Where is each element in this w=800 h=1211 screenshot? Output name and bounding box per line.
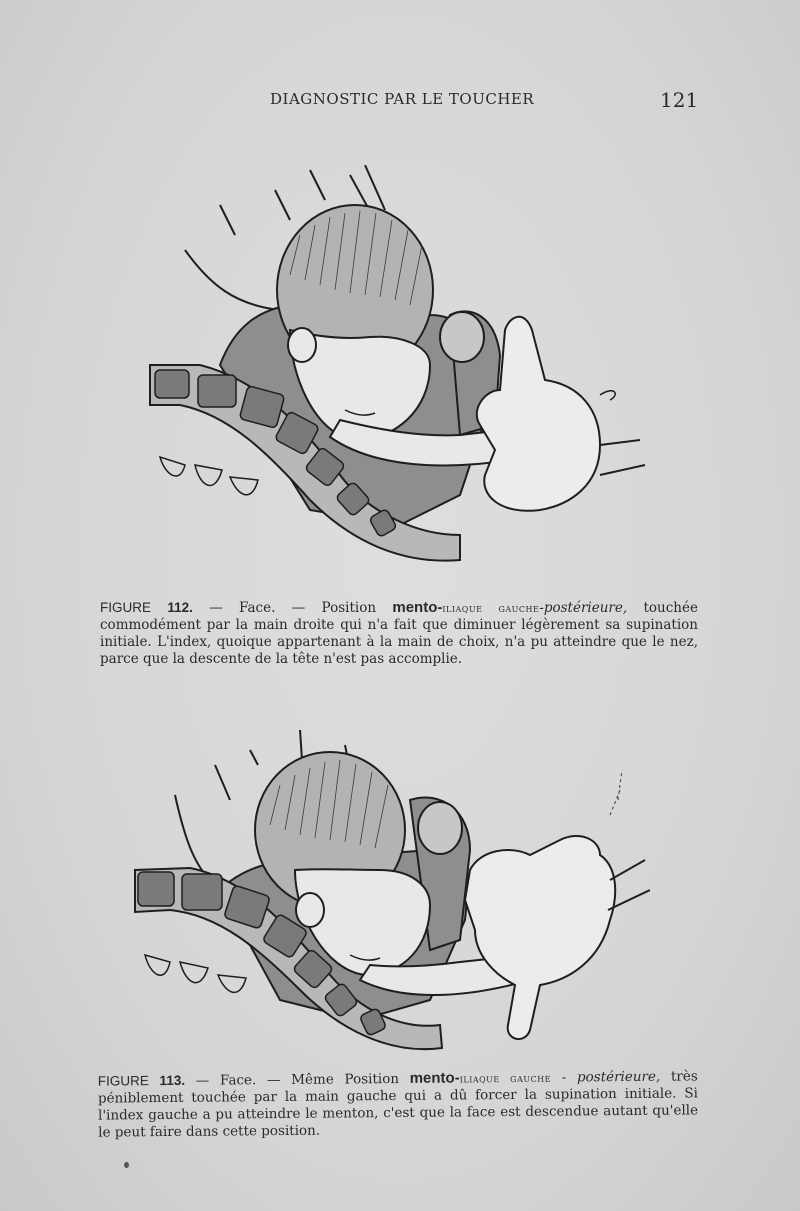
figure-113-term-italic: - postérieure, bbox=[550, 1068, 661, 1086]
figure-113-term-bold: mento- bbox=[409, 1069, 460, 1087]
page-number: 121 bbox=[660, 88, 699, 112]
figure-113-term-smallcaps: iliaque gauche bbox=[459, 1071, 552, 1086]
figure-113-label: FIGURE bbox=[97, 1073, 149, 1089]
figure-113-number: 113. bbox=[159, 1072, 186, 1089]
figure-113-caption bbox=[98, 1067, 699, 1141]
figure-112-text: touchée commodément par la main droite qui n'a fait que diminuer légèrement sa supination initiale. L'index, quoique appartenant à la main de choix, n'a pu atteindre que le nez, parce que la descente de la tête n'est pas accomplie. bbox=[100, 600, 698, 667]
figure-112-term-bold: mento- bbox=[392, 599, 443, 616]
figure-113-text: très péniblement touchée par la main gauche qui a dû forcer la supination initiale. Si l'index gauche a pu atteindre le menton, c'est que la face est descendue autant qu'elle le peut faire dans cette position. bbox=[97, 1068, 699, 1141]
figure-112-term-italic: -postérieure, bbox=[539, 600, 628, 616]
running-head: DIAGNOSTIC PAR LE TOUCHER bbox=[270, 90, 535, 108]
ink-spot bbox=[124, 1162, 129, 1168]
figure-112-illustration bbox=[140, 165, 650, 585]
figure-112-term-smallcaps: iliaque gauche bbox=[442, 602, 540, 615]
figure-112-label: FIGURE bbox=[100, 600, 152, 615]
figure-112-number: 112. bbox=[167, 600, 193, 615]
figure-112-lead: — Face. — Position bbox=[192, 600, 393, 616]
figure-112-caption bbox=[100, 599, 698, 668]
figure-113-illustration bbox=[130, 730, 650, 1060]
figure-113-lead: — Face. — Même Position bbox=[184, 1070, 410, 1089]
